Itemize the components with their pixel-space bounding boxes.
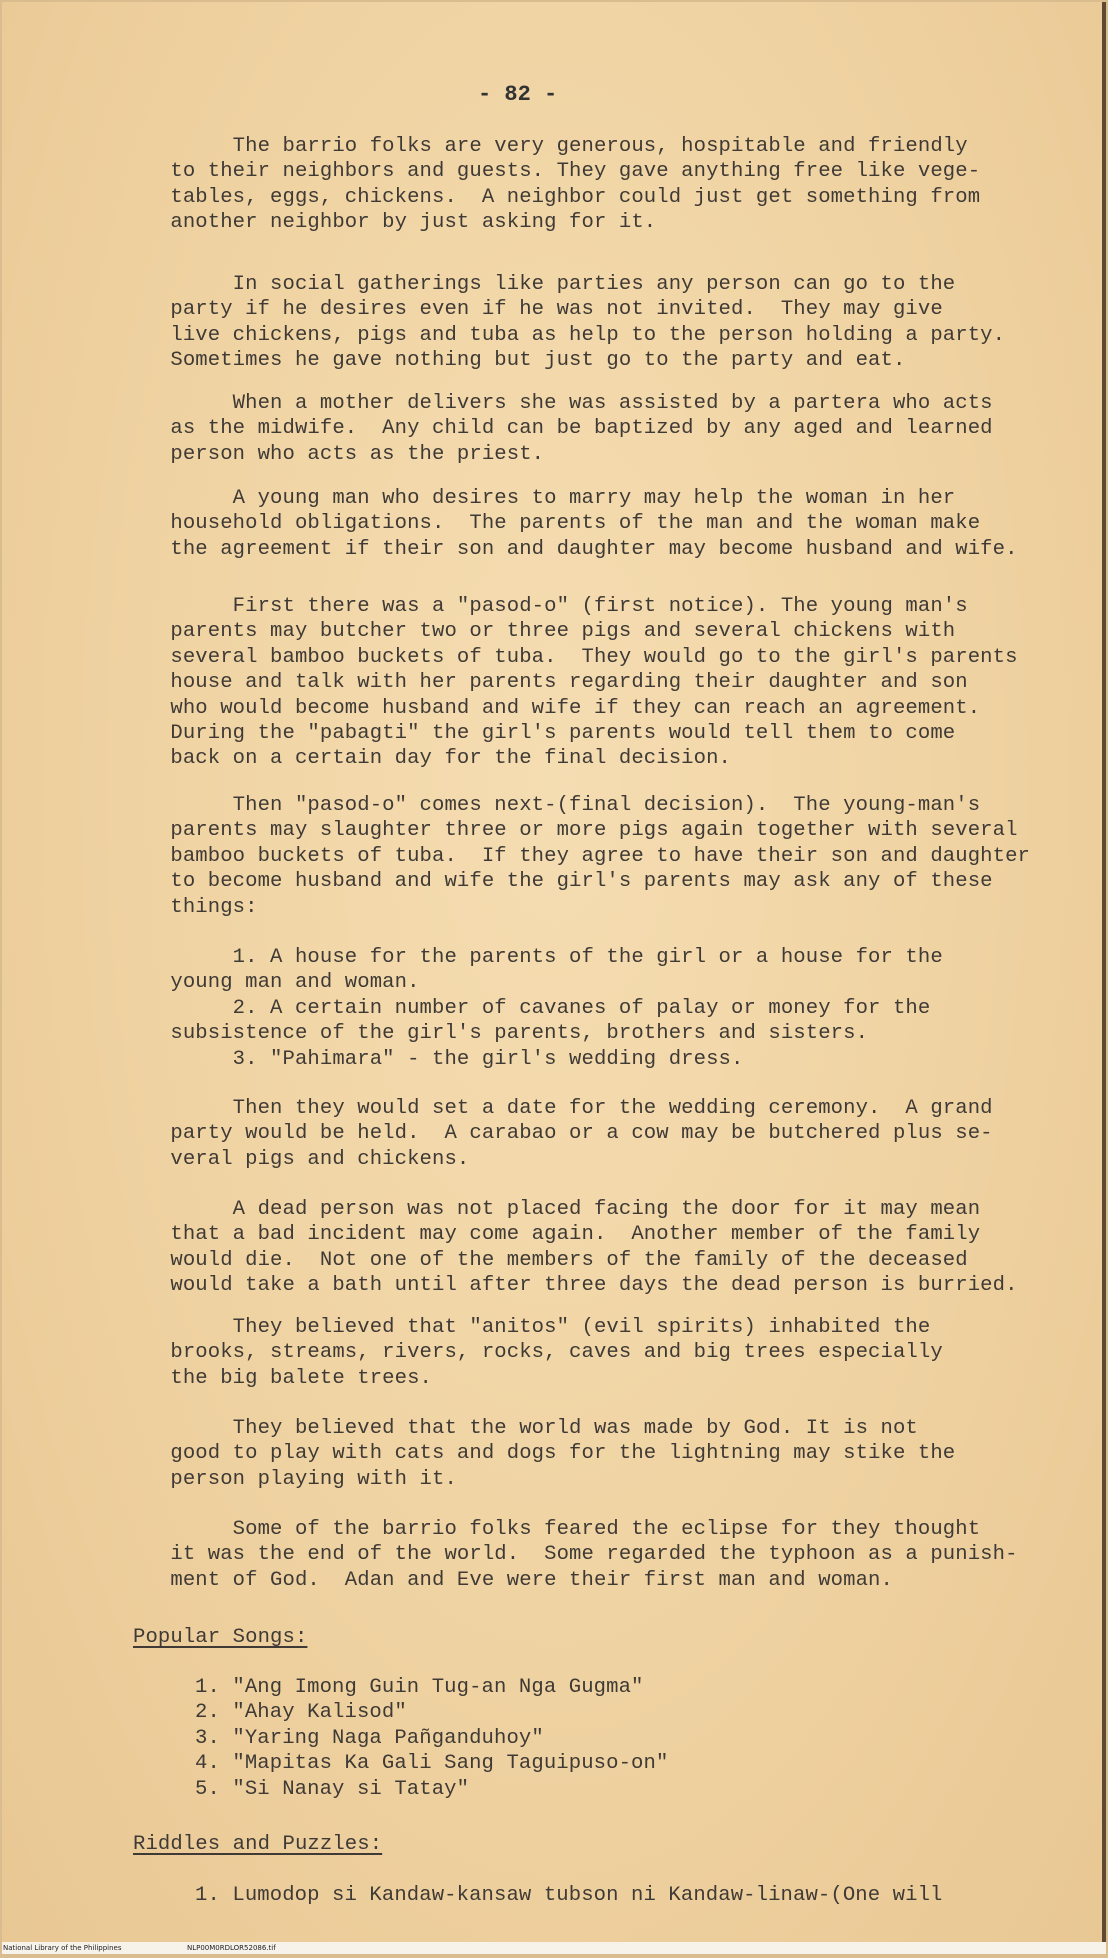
paragraph-dead-person-line: A dead person was not placed facing the door for it may mean — [133, 1198, 981, 1221]
paragraph-requirements-line: subsistence of the girl's parents, brothers and sisters. — [133, 1022, 869, 1046]
paragraph-anitos-line: They believed that "anitos" (evil spirits) inhabited the — [133, 1316, 931, 1339]
paragraph-final-decision-line: bamboo buckets of tuba. If they agree to have their son and daughter — [133, 844, 1030, 868]
paragraph-generous-line: The barrio folks are very generous, hospitable and friendly — [133, 135, 968, 158]
paragraph-final-decision-line: Then "pasod-o" comes next-(final decision). The young-man's — [133, 794, 981, 817]
paragraph-world-made-line: person playing with it. — [133, 1467, 457, 1491]
paragraph-generous-line: tables, eggs, chickens. A neighbor could just get something from — [133, 185, 981, 209]
paragraph-first-notice-line: who would become husband and wife if they can reach an agreement. — [133, 696, 981, 720]
paragraph-social-gatherings-line: Sometimes he gave nothing but just go to the party and eat. — [133, 349, 906, 373]
paragraph-eclipse-line: ment of God. Adan and Eve were their first man and woman. — [133, 1568, 893, 1592]
paragraph-social-gatherings-line: live chickens, pigs and tuba as help to the person holding a party. — [133, 323, 1006, 347]
paragraph-midwife-line: as the midwife. Any child can be baptized by any aged and learned — [133, 417, 993, 441]
paragraph-wedding-line: party would be held. A carabao or a cow may be butchered plus se- — [133, 1122, 993, 1146]
paragraph-world-made-line: They believed that the world was made by God. It is not — [133, 1417, 918, 1440]
paragraph-first-notice-line: First there was a "pasod-o" (first notice). The young man's — [133, 595, 968, 618]
paragraph-midwife-line: When a mother delivers she was assisted by a partera who acts — [133, 392, 993, 415]
paragraph-dead-person-line: would die. Not one of the members of the family of the deceased — [133, 1248, 968, 1272]
song-item: 1. "Ang Imong Guin Tug-an Nga Gugma" — [195, 1676, 644, 1699]
paragraph-final-decision-line: parents may slaughter three or more pigs again together with several — [133, 819, 1018, 843]
paragraph-anitos-line: brooks, streams, rivers, rocks, caves and big trees especially — [133, 1341, 943, 1365]
riddle-item: 1. Lumodop si Kandaw-kansaw tubson ni Kandaw-linaw-(One will — [195, 1884, 943, 1907]
songs-heading: Popular Songs: — [133, 1626, 308, 1649]
paragraph-first-notice-line: back on a certain day for the final decision. — [133, 747, 731, 771]
paragraph-eclipse-line: Some of the barrio folks feared the eclipse for they thought — [133, 1518, 981, 1541]
footer-library: National Library of the Philippines — [3, 1944, 122, 1952]
scan-edge — [1102, 2, 1106, 1954]
paragraph-requirements-line: 1. A house for the parents of the girl or a house for the — [133, 946, 943, 969]
page-number: - 82 - — [478, 82, 558, 107]
paragraph-first-notice-line: parents may butcher two or three pigs and several chickens with — [133, 620, 956, 644]
paragraph-generous-line: another neighbor by just asking for it. — [133, 211, 657, 235]
song-item: 5. "Si Nanay si Tatay" — [195, 1777, 470, 1801]
paragraph-young-man-line: household obligations. The parents of the man and the woman make — [133, 512, 981, 536]
paragraph-midwife-line: person who acts as the priest. — [133, 442, 545, 466]
paragraph-wedding-line: Then they would set a date for the wedding ceremony. A grand — [133, 1097, 993, 1120]
paragraph-social-gatherings-line: party if he desires even if he was not invited. They may give — [133, 298, 943, 322]
paragraph-requirements-line: young man and woman. — [133, 971, 420, 995]
paragraph-young-man-line: A young man who desires to marry may help the woman in her — [133, 487, 956, 510]
document-page — [2, 2, 1106, 1954]
song-item: 2. "Ahay Kalisod" — [195, 1701, 407, 1725]
paragraph-first-notice-line: house and talk with her parents regarding their daughter and son — [133, 671, 968, 695]
paragraph-dead-person-line: that a bad incident may come again. Another member of the family — [133, 1223, 981, 1247]
paragraph-anitos-line: the big balete trees. — [133, 1366, 432, 1390]
paragraph-final-decision-line: things: — [133, 895, 258, 919]
paragraph-world-made-line: good to play with cats and dogs for the lightning may stike the — [133, 1442, 956, 1466]
paragraph-social-gatherings-line: In social gatherings like parties any person can go to the — [133, 273, 956, 296]
paragraph-first-notice-line: several bamboo buckets of tuba. They would go to the girl's parents — [133, 645, 1018, 669]
paragraph-young-man-line: the agreement if their son and daughter may become husband and wife. — [133, 537, 1018, 561]
paragraph-generous-line: to their neighbors and guests. They gave anything free like vege- — [133, 160, 981, 184]
paragraph-requirements-line: 2. A certain number of cavanes of palay or money for the — [133, 996, 931, 1020]
song-item: 4. "Mapitas Ka Gali Sang Taguipuso-on" — [195, 1752, 669, 1776]
paragraph-eclipse-line: it was the end of the world. Some regarded the typhoon as a punish- — [133, 1543, 1018, 1567]
scan-footer — [2, 1942, 1106, 1954]
riddles-heading: Riddles and Puzzles: — [133, 1833, 383, 1856]
paragraph-requirements-line: 3. "Pahimara" - the girl's wedding dress. — [133, 1047, 744, 1071]
footer-file: NLP00M0RDLOR52086.tif — [187, 1944, 276, 1952]
paragraph-first-notice-line: During the "pabagti" the girl's parents would tell them to come — [133, 722, 956, 745]
song-item: 3. "Yaring Naga Pañganduhoy" — [195, 1726, 544, 1750]
paragraph-final-decision-line: to become husband and wife the girl's parents may ask any of these — [133, 870, 993, 894]
paragraph-dead-person-line: would take a bath until after three days the dead person is burried. — [133, 1274, 1018, 1298]
paragraph-wedding-line: veral pigs and chickens. — [133, 1147, 470, 1171]
